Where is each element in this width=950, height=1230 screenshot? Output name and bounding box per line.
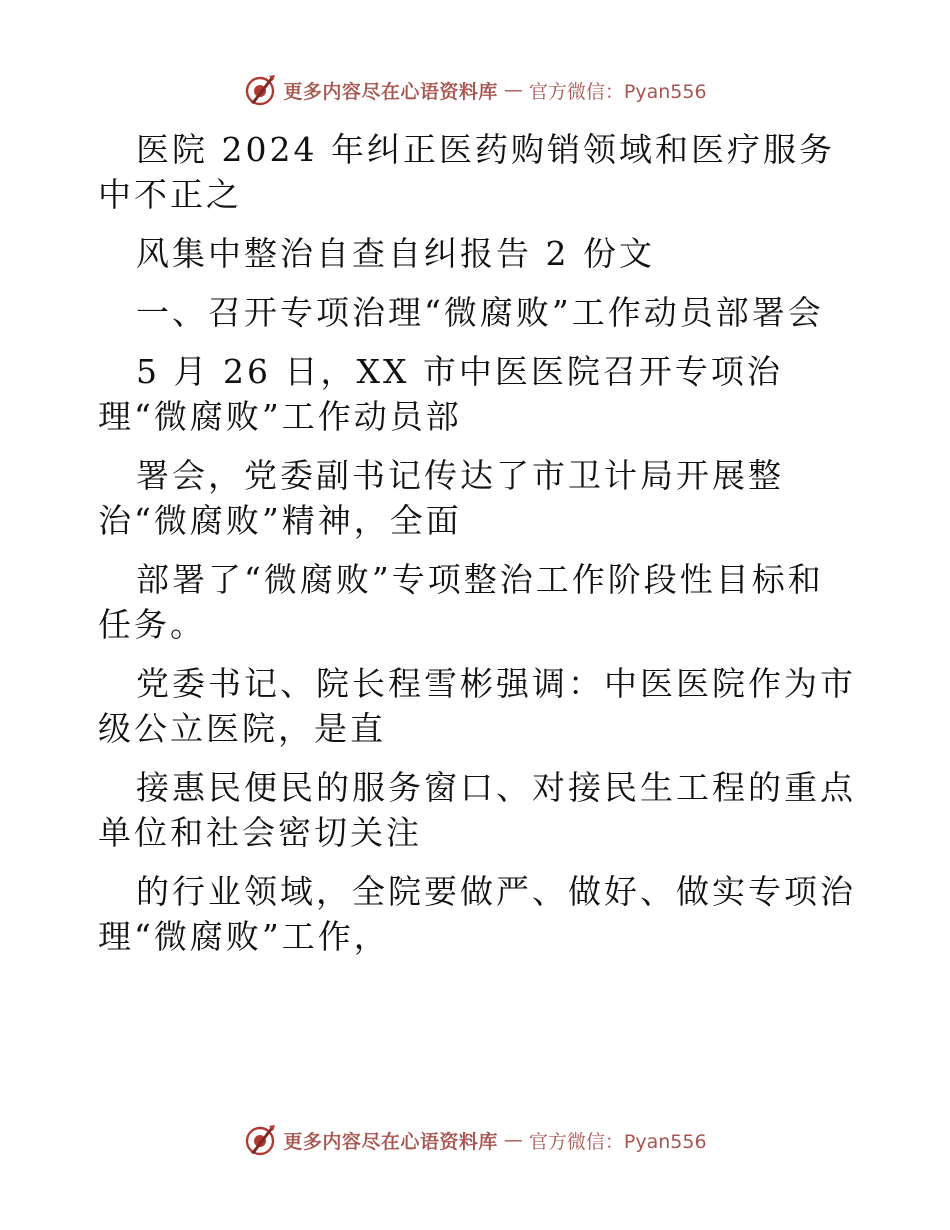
banner-separator: —	[503, 1129, 523, 1151]
doc-title-line-1: 医院 2024 年纠正医药购销领域和医疗服务中不正之	[98, 130, 835, 214]
header-banner	[0, 70, 950, 110]
body-paragraph: 的行业领域，全院要做严、做好、做实专项治理“微腐败”工作，	[98, 872, 856, 956]
doc-title-line-2: 风集中整治自查自纠报告 2 份文	[136, 234, 655, 273]
banner-brand-text: 更多内容尽在心语资料库	[283, 80, 498, 103]
banner-brand-text: 更多内容尽在心语资料库	[283, 1130, 498, 1153]
body-paragraph: 党委书记、院长程雪彬强调：中医医院作为市级公立医院，是直	[98, 664, 856, 748]
banner-wechat-text: 官方微信：Pyan556	[528, 1130, 707, 1153]
body-paragraph: 接惠民便民的服务窗口、对接民生工程的重点单位和社会密切关注	[98, 768, 856, 852]
quill-logo-icon	[243, 73, 277, 107]
body-paragraph: 部署了“微腐败”专项整治工作阶段性目标和任务。	[98, 560, 824, 644]
body-paragraph: 署会，党委副书记传达了市卫计局开展整治“微腐败”精神，全面	[98, 456, 784, 540]
banner-separator: —	[503, 79, 523, 101]
banner-wechat-text: 官方微信：Pyan556	[528, 80, 707, 103]
quill-logo-icon	[243, 1123, 277, 1157]
document-body	[98, 127, 858, 959]
section-heading-1: 一、召开专项治理“微腐败”工作动员部署会	[136, 293, 824, 332]
footer-banner	[0, 1120, 950, 1160]
body-paragraph: 5 月 26 日，XX 市中医医院召开专项治理“微腐败”工作动员部	[98, 352, 783, 436]
